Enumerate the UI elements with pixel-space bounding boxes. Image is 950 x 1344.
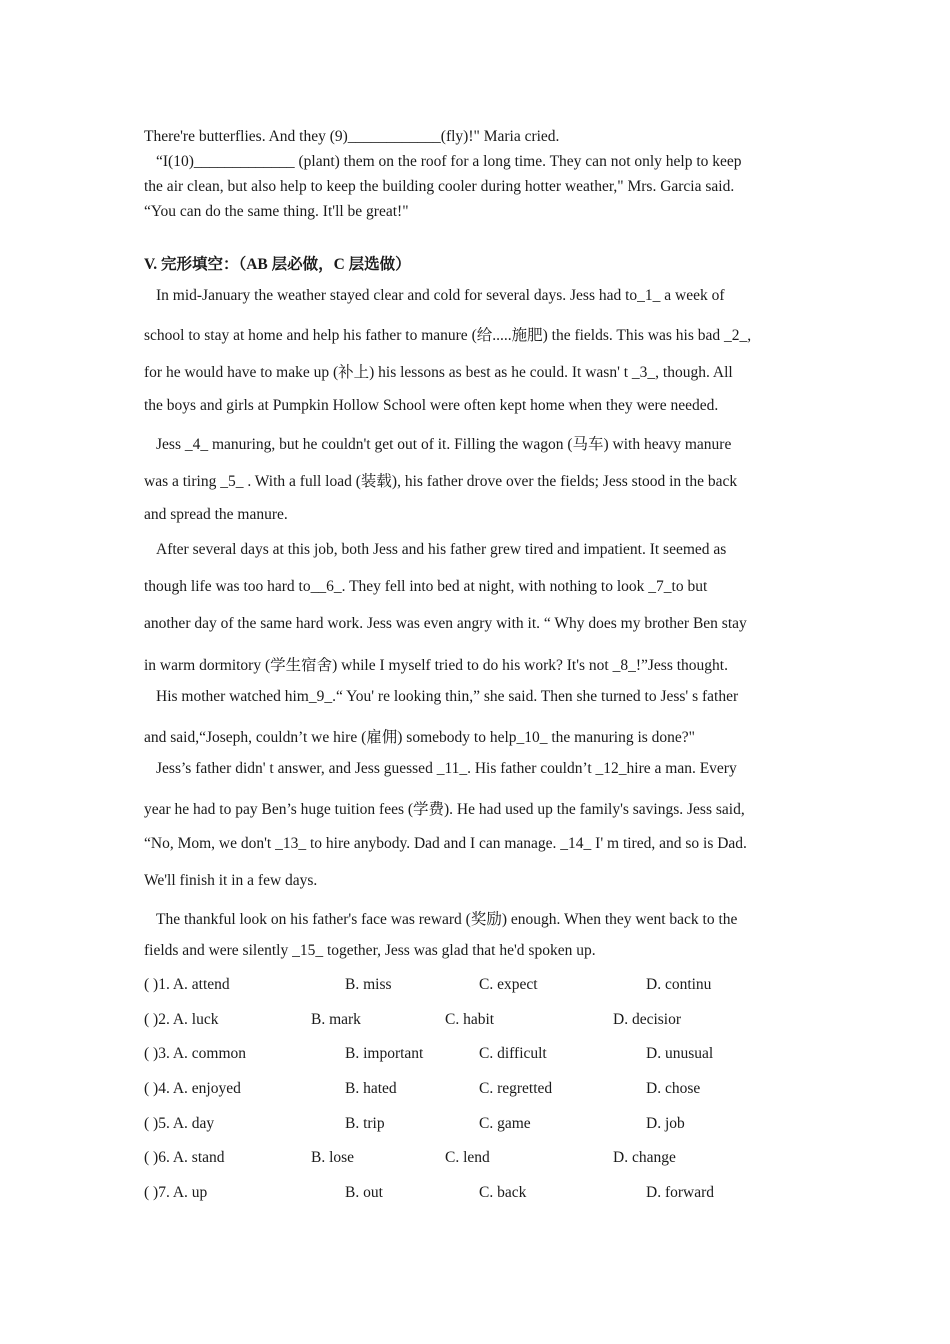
- passage-line-5: Jess _4_ manuring, but he couldn't get out of it. Filling the wagon (马车) with heavy manure: [156, 436, 732, 453]
- intro-line-4: “You can do the same thing. It'll be great!": [144, 203, 409, 220]
- question-5-option-c: C. game: [479, 1115, 531, 1132]
- passage-line-8: After several days at this job, both Jess and his father grew tired and impatient. It seemed as: [156, 541, 727, 558]
- question-1-option-c: C. expect: [479, 976, 538, 993]
- question-5-option-a: ( )5. A. day: [144, 1115, 215, 1132]
- question-4-option-b: B. hated: [345, 1080, 397, 1097]
- passage-line-7: and spread the manure.: [144, 506, 288, 523]
- question-3-option-a: ( )3. A. common: [144, 1045, 247, 1062]
- passage-line-9: though life was too hard to__6_. They fell into bed at night, with nothing to look _7_to but: [144, 578, 708, 595]
- question-2-option-a: ( )2. A. luck: [144, 1011, 219, 1028]
- passage-line-18: The thankful look on his father's face was reward (奖励) enough. When they went back to the: [156, 911, 738, 928]
- question-7-option-a: ( )7. A. up: [144, 1184, 208, 1201]
- passage-line-10: another day of the same hard work. Jess was even angry with it. “ Why does my brother Ben stay: [144, 615, 747, 632]
- passage-line-4: the boys and girls at Pumpkin Hollow School were often kept home when they were needed.: [144, 397, 719, 414]
- question-7-option-d: D. forward: [646, 1184, 715, 1201]
- question-3-option-b: B. important: [345, 1045, 424, 1062]
- passage-line-17: We'll finish it in a few days.: [144, 872, 318, 889]
- question-1-option-d: D. continu: [646, 976, 712, 993]
- intro-line-1: There're butterflies. And they (9)____________(fly)!" Maria cried.: [144, 128, 560, 145]
- passage-line-6: was a tiring _5_ . With a full load (装载), his father drove over the fields; Jess stood in the back: [144, 473, 738, 490]
- question-1-option-a: ( )1. A. attend: [144, 976, 230, 993]
- question-6-option-b: B. lose: [311, 1149, 355, 1166]
- question-5-option-b: B. trip: [345, 1115, 385, 1132]
- question-6-option-a: ( )6. A. stand: [144, 1149, 225, 1166]
- passage-line-11: in warm dormitory (学生宿舍) while I myself tried to do his work? It's not _8_!”Jess thought.: [144, 657, 728, 674]
- question-4-option-c: C. regretted: [479, 1080, 553, 1097]
- passage-line-19: fields and were silently _15_ together, Jess was glad that he'd spoken up.: [144, 942, 596, 959]
- passage-line-14: Jess’s father didn' t answer, and Jess guessed _11_. His father couldn’t _12_hire a man. Every: [156, 760, 737, 777]
- question-2-option-d: D. decisior: [613, 1011, 682, 1028]
- passage-line-15: year he had to pay Ben’s huge tuition fees (学费). He had used up the family's savings. Jess said,: [144, 801, 745, 818]
- question-6-option-c: C. lend: [445, 1149, 490, 1166]
- question-5-option-d: D. job: [646, 1115, 685, 1132]
- question-7-option-b: B. out: [345, 1184, 383, 1201]
- question-3-option-c: C. difficult: [479, 1045, 547, 1062]
- passage-line-3: for he would have to make up (补上) his lessons as best as he could. It wasn' t _3_, though. All: [144, 364, 733, 381]
- question-2-option-b: B. mark: [311, 1011, 361, 1028]
- section-heading: V. 完形填空：（AB 层必做，C 层选做）: [144, 256, 411, 273]
- question-1-option-b: B. miss: [345, 976, 392, 993]
- question-6-option-d: D. change: [613, 1149, 676, 1166]
- intro-line-3: the air clean, but also help to keep the building cooler during hotter weather," Mrs. Garcia said.: [144, 178, 735, 195]
- question-4-option-d: D. chose: [646, 1080, 701, 1097]
- question-3-option-d: D. unusual: [646, 1045, 714, 1062]
- passage-line-13: and said,“Joseph, couldn’t we hire (雇佣) somebody to help_10_ the manuring is done?": [144, 729, 696, 746]
- passage-line-1: In mid-January the weather stayed clear and cold for several days. Jess had to_1_ a week of: [156, 287, 725, 304]
- passage-line-16: “No, Mom, we don't _13_ to hire anybody. Dad and I can manage. _14_ I' m tired, and so is Dad.: [144, 835, 747, 852]
- passage-line-2: school to stay at home and help his father to manure (给.....施肥) the fields. This was his bad _2_,: [144, 327, 752, 344]
- passage-line-12: His mother watched him_9_.“ You' re looking thin,” she said. Then she turned to Jess' s father: [156, 688, 739, 705]
- intro-line-2: “I(10)_____________ (plant) them on the roof for a long time. They can not only help to keep: [156, 153, 742, 170]
- question-2-option-c: C. habit: [445, 1011, 495, 1028]
- question-4-option-a: ( )4. A. enjoyed: [144, 1080, 241, 1097]
- question-7-option-c: C. back: [479, 1184, 527, 1201]
